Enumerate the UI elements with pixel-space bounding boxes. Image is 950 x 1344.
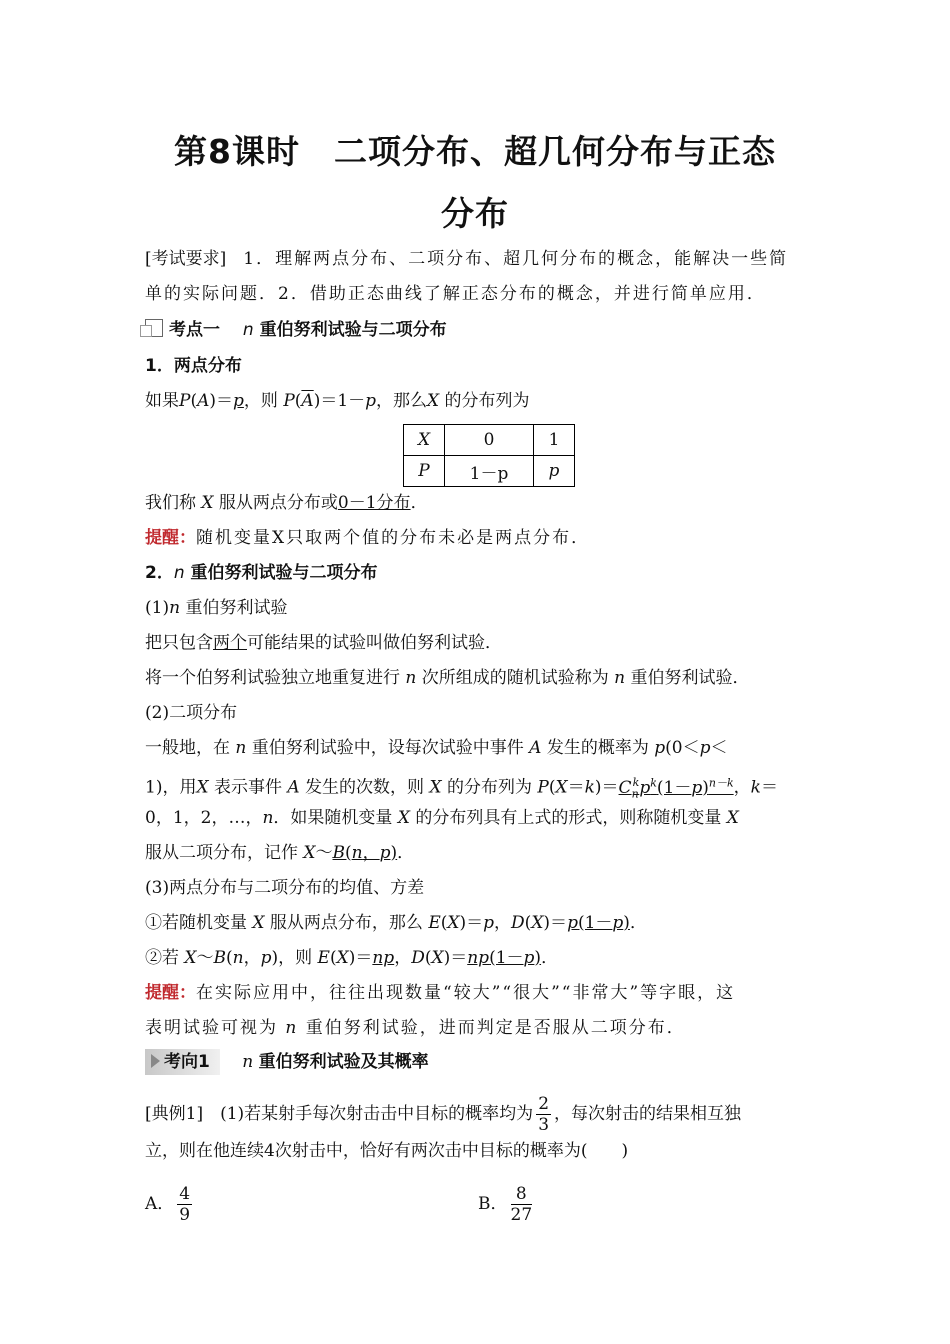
- paragraph: ②若 X～B(n，p)，则 E(X)＝np，D(X)＝np(1－p)．: [145, 948, 559, 968]
- section-icon: [145, 319, 163, 337]
- page-title-cont: 分布: [441, 194, 509, 233]
- paragraph: (3)两点分布与二项分布的均值、方差: [145, 878, 425, 898]
- tip-2-cont: 表明试验可视为 n 重伯努利试验，进而判定是否服从二项分布．: [145, 1018, 686, 1038]
- option-b[interactable]: B． $\frac{8}{27}$: [478, 1184, 533, 1225]
- paragraph: 1)，用X 表示事件 A 发生的次数，则 X 的分布列为 $P(X=k)=C_n^kp^k(1-p)^{n-k}$，k＝: [145, 776, 778, 801]
- subsection-2-title: 2．n 重伯努利试验与二项分布: [145, 563, 378, 583]
- triangle-icon: [151, 1054, 160, 1068]
- paragraph: 把只包含两个可能结果的试验叫做伯努利试验．: [145, 633, 502, 653]
- paragraph: ①若随机变量 X 服从两点分布，那么 E(X)＝p，D(X)＝p(1－p)．: [145, 913, 647, 933]
- tip-2: 提醒：在实际应用中，往往出现数量“较大”“很大”“非常大”等字眼，这: [145, 983, 736, 1003]
- example-text: [典例1] (1)若某射手每次射击击中目标的概率均为 $\frac{2}{3}$ ，每次射击的结果相互独: [145, 1094, 742, 1135]
- exam-requirements: [考试要求] 1．理解两点分布、二项分布、超几何分布的概念，能解决一些简: [145, 249, 789, 269]
- fraction: $\frac{8}{27}$: [510, 1184, 533, 1225]
- section-heading-1: 考点一 n 重伯努利试验与二项分布: [145, 317, 810, 343]
- fraction: $\frac{2}{3}$: [538, 1094, 550, 1135]
- table-row: X 0 1: [404, 425, 575, 456]
- paragraph: 一般地，在 n 重伯努利试验中，设每次试验中事件 A 发生的概率为 p(0＜p＜: [145, 738, 728, 758]
- paragraph: (1)n 重伯努利试验: [145, 598, 288, 618]
- option-a[interactable]: A． $\frac{4}{9}$: [145, 1184, 191, 1225]
- paragraph: 0，1，2，…，n．如果随机变量 X 的分布列具有上式的形式，则称随机变量 X: [145, 808, 739, 828]
- paragraph: (2)二项分布: [145, 703, 238, 723]
- example-text-cont: 立，则在他连续4次射击中，恰好有两次击中目标的概率为( ): [145, 1141, 629, 1161]
- subsection-1-title: 1．两点分布: [145, 356, 242, 376]
- paragraph: 我们称 X 服从两点分布或0－1分布．: [145, 493, 428, 513]
- paragraph: 服从二项分布，记作 X～B(n，p)．: [145, 843, 415, 863]
- fraction: $\frac{4}{9}$: [179, 1184, 191, 1225]
- paragraph: 如果P(A)＝p，则 $P(\overline{A})=1-p$，那么X 的分布列为: [145, 391, 530, 411]
- tip-1: 提醒：随机变量X只取两个值的分布未必是两点分布．: [145, 528, 591, 548]
- distribution-table: [403, 424, 575, 487]
- topic-heading: 考向1 n 重伯努利试验及其概率: [145, 1049, 810, 1075]
- page-title: 第8课时 二项分布、超几何分布与正态: [174, 132, 776, 171]
- topic-tag: 考向1: [145, 1049, 220, 1075]
- paragraph: 将一个伯努利试验独立地重复进行 n 次所组成的随机试验称为 n 重伯努利试验．: [145, 668, 750, 688]
- exam-requirements-cont: 单的实际问题．2．借助正态曲线了解正态分布的概念，并进行简单应用．: [145, 284, 766, 304]
- table-row: P 1－p p: [404, 456, 575, 487]
